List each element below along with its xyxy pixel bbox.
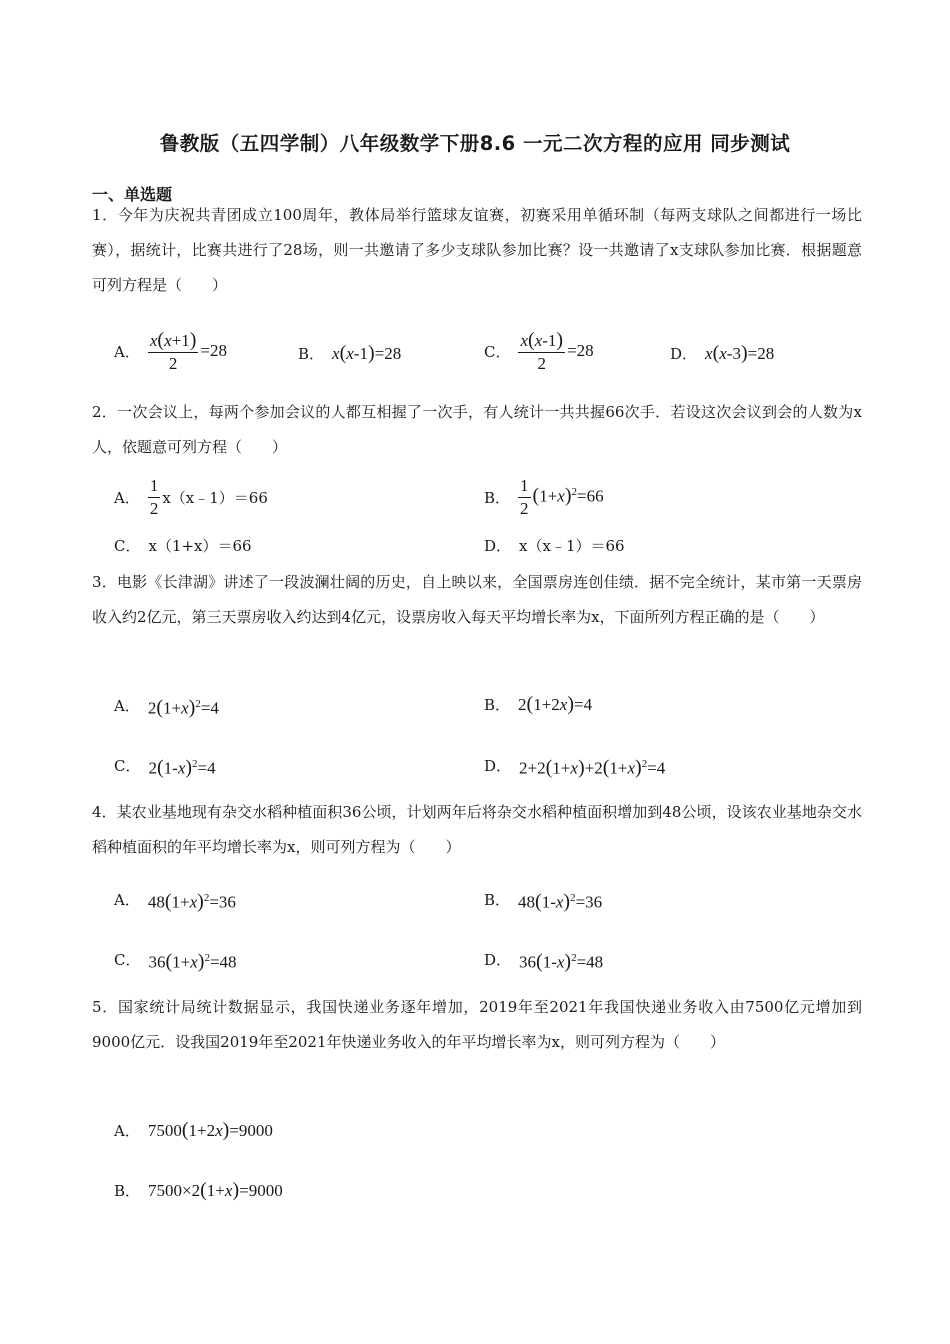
option-label: C． (114, 757, 141, 776)
question-2-stem: 2．一次会议上，每两个参加会议的人都互相握了一次手，有人统计一共共握66次手．若设这次会议到会的人数为x人，依题意可列方程（ ） (92, 403, 862, 456)
option-label: B． (484, 488, 511, 507)
option-label: D． (670, 344, 698, 363)
question-3-option-a[interactable]: A． $2(1+x)^2=4$ (114, 696, 219, 719)
question-5-option-b[interactable]: B． 7500×2(1+x)=9000 (114, 1179, 283, 1201)
option-label: D． (484, 537, 512, 555)
option-text: x（x﹣1）＝66 (519, 537, 625, 555)
option-label: B． (114, 1181, 141, 1200)
option-label: B． (298, 344, 325, 363)
question-4-option-a[interactable]: A． $48(1+x)^2=36$ (114, 890, 236, 913)
option-label: D． (484, 757, 512, 776)
option-label: A． (114, 1121, 140, 1140)
question-1-stem: 1．今年为庆祝共青团成立100周年，教体局举行篮球友谊赛，初赛采用单循环制（每两支球队之间都进行一场比赛），据统计，比赛共进行了28场，则一共邀请了多少支球队参加比赛？设一共邀请了x支球队参加比赛．根据题意可列方程是（ ） (92, 206, 862, 294)
question-3-stem: 3．电影《长津湖》讲述了一段波澜壮阔的历史，自上映以来，全国票房连创佳绩．据不完全统计，某市第一天票房收入约2亿元，第三天票房收入约达到4亿元，设票房收入每天平均增长率为x，下面所列方程正确的是（ ） (92, 573, 862, 626)
question-1-option-a[interactable]: A． $\frac{x(x+1)}{2}$ =28 (114, 329, 227, 373)
question-3-option-d[interactable]: D． $2+2(1+x)+2(1+x)^2=4$ (484, 756, 666, 779)
option-label: A． (114, 697, 140, 716)
question-4-stem: 4．某农业基地现有杂交水稻种植面积36公顷，计划两年后将杂交水稻种植面积增加到48公顷，设该农业基地杂交水稻种植面积的年平均增长率为x，则可列方程为（ ） (92, 803, 862, 856)
option-label: A． (114, 343, 140, 361)
option-label: D． (484, 951, 512, 970)
question-3-option-c[interactable]: C． $2(1-x)^2=4$ (114, 756, 216, 779)
question-2-option-b[interactable]: B． $\frac{1}{2}$ $(1+x)^2=66$ (484, 476, 604, 518)
option-label: B． (484, 891, 511, 910)
section-heading: 一、单选题 (92, 185, 173, 204)
question-1-option-b[interactable]: B． x(x-1)=28 (298, 342, 402, 364)
option-label: C． (114, 537, 141, 555)
option-label: B． (484, 695, 511, 714)
question-4-option-b[interactable]: B． $48(1-x)^2=36$ (484, 890, 603, 913)
question-5-option-a[interactable]: A． 7500(1+2x)=9000 (114, 1119, 273, 1141)
question-4-option-c[interactable]: C． $36(1+x)^2=48$ (114, 950, 237, 973)
question-3-option-b[interactable]: B． 2(1+2x)=4 (484, 693, 593, 715)
option-label: C． (484, 343, 511, 361)
option-label: A． (114, 891, 140, 910)
question-1-option-d[interactable]: D． x(x-3)=28 (670, 342, 775, 364)
option-text: x（1+x）＝66 (148, 537, 252, 555)
question-1-option-c[interactable]: C． $\frac{x(x-1)}{2}$ =28 (484, 329, 594, 373)
question-5-stem: 5．国家统计局统计数据显示，我国快递业务逐年增加，2019年至2021年我国快递业务收入由7500亿元增加到9000亿元．设我国2019年至2021年快递业务收入的年平均增长率为x，则可列方程为（ ） (92, 998, 862, 1051)
question-2-option-d[interactable] (484, 535, 625, 557)
question-2-option-c[interactable] (114, 535, 252, 557)
question-2-option-a[interactable]: A． $\frac{1}{2}$ x（x﹣1）＝66 (114, 476, 268, 518)
option-label: A． (114, 488, 140, 507)
question-4-option-d[interactable]: D． $36(1-x)^2=48$ (484, 950, 604, 973)
page-title: 鲁教版（五四学制）八年级数学下册8.6 一元二次方程的应用 同步测试 (159, 132, 791, 155)
option-label: C． (114, 951, 141, 970)
